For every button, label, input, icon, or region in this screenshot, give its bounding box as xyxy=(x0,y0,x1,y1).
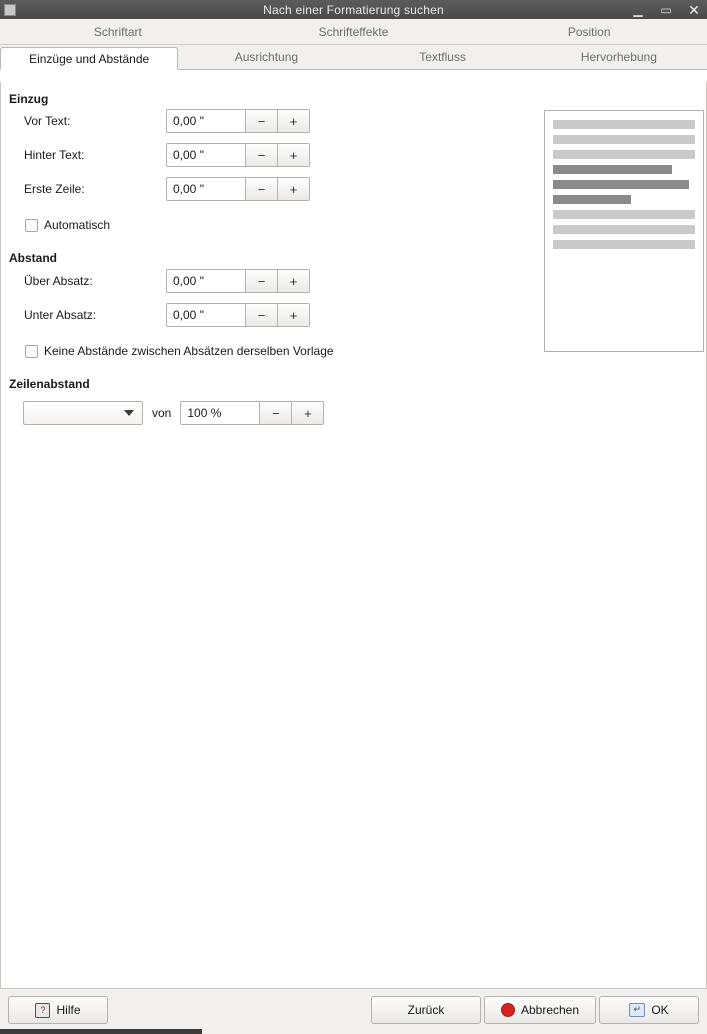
dialog-content xyxy=(0,82,707,988)
spinner-vor-text xyxy=(166,109,310,133)
field-row-hinter-text xyxy=(1,142,541,168)
checkbox-automatisch-box[interactable] xyxy=(25,219,38,232)
tab-ausrichtung[interactable]: Ausrichtung xyxy=(234,50,299,64)
erste-zeile-increment-button[interactable]: + xyxy=(278,177,310,201)
section-label-zeilenabstand: Zeilenabstand xyxy=(9,377,90,391)
section-label-abstand: Abstand xyxy=(9,251,57,265)
preview-line xyxy=(553,135,695,144)
dialog-button-bar xyxy=(0,988,707,1034)
window-controls xyxy=(631,3,707,17)
checkbox-keine-abstaende-label: Keine Abstände zwischen Absätzen derselben Vorlage xyxy=(44,344,334,358)
ok-button[interactable] xyxy=(599,996,699,1024)
minimize-icon[interactable]: ▁ xyxy=(633,2,643,17)
checkbox-automatisch[interactable] xyxy=(25,214,110,236)
label-vor-text: Vor Text: xyxy=(24,114,71,128)
preview-line xyxy=(553,150,695,159)
ueber-absatz-increment-button[interactable]: + xyxy=(278,269,310,293)
spinner-unter-absatz xyxy=(166,303,310,327)
chevron-down-icon[interactable] xyxy=(124,410,134,416)
taskbar-sliver xyxy=(0,1029,202,1034)
preview-line xyxy=(553,210,695,219)
checkbox-keine-abstaende[interactable] xyxy=(25,340,334,362)
label-unter-absatz: Unter Absatz: xyxy=(24,308,97,322)
hinter-text-increment-button[interactable]: + xyxy=(278,143,310,167)
unter-absatz-decrement-button[interactable]: − xyxy=(246,303,278,327)
preview-line xyxy=(553,195,631,204)
field-row-erste-zeile xyxy=(1,176,541,202)
tab-position[interactable]: Position xyxy=(567,25,611,39)
vor-text-decrement-button[interactable]: − xyxy=(246,109,278,133)
tab-row-primary xyxy=(0,19,707,45)
hinter-text-decrement-button[interactable]: − xyxy=(246,143,278,167)
spinner-hinter-text xyxy=(166,143,310,167)
dropdown-zeilenabstand[interactable] xyxy=(23,401,143,425)
help-button[interactable] xyxy=(8,996,108,1024)
spinner-ueber-absatz xyxy=(166,269,310,293)
tab-einzuege-und-abstaende[interactable]: Einzüge und Abstände xyxy=(0,47,178,70)
preview-line xyxy=(553,180,689,189)
help-button-label: Hilfe xyxy=(56,1003,81,1017)
vor-text-increment-button[interactable]: + xyxy=(278,109,310,133)
ok-button-label: OK xyxy=(651,1003,669,1017)
cancel-button-label: Abbrechen xyxy=(520,1003,580,1017)
input-vor-text[interactable] xyxy=(166,109,246,133)
tab-schriftart[interactable]: Schriftart xyxy=(93,25,142,39)
tab-schrifteffekte[interactable]: Schrifteffekte xyxy=(318,25,389,39)
maximize-icon[interactable]: ▭ xyxy=(660,2,672,17)
label-von: von xyxy=(152,406,172,420)
help-icon: ? xyxy=(35,1003,50,1018)
field-row-zeilenabstand xyxy=(23,400,324,426)
checkbox-keine-abstaende-box[interactable] xyxy=(25,345,38,358)
ok-icon: ↵ xyxy=(629,1003,645,1017)
paragraph-preview xyxy=(544,110,704,352)
label-hinter-text: Hinter Text: xyxy=(24,148,85,162)
title-bar xyxy=(0,0,707,19)
cancel-icon xyxy=(501,1003,515,1017)
ueber-absatz-decrement-button[interactable]: − xyxy=(246,269,278,293)
input-erste-zeile[interactable] xyxy=(166,177,246,201)
preview-line xyxy=(553,120,695,129)
preview-line xyxy=(553,240,695,249)
window-title: Nach einer Formatierung suchen xyxy=(263,2,444,17)
field-row-unter-absatz xyxy=(1,302,541,328)
close-icon[interactable]: ✕ xyxy=(688,1,700,18)
back-button[interactable] xyxy=(371,996,481,1024)
tab-textfluss[interactable]: Textfluss xyxy=(419,50,466,64)
input-zeilenabstand-prozent[interactable] xyxy=(180,401,260,425)
field-row-ueber-absatz xyxy=(1,268,541,294)
unter-absatz-increment-button[interactable]: + xyxy=(278,303,310,327)
tab-row-secondary xyxy=(0,45,707,70)
zeilenabstand-increment-button[interactable]: + xyxy=(292,401,324,425)
spinner-zeilenabstand-prozent xyxy=(180,401,324,425)
erste-zeile-decrement-button[interactable]: − xyxy=(246,177,278,201)
spinner-erste-zeile xyxy=(166,177,310,201)
tab-hervorhebung[interactable]: Hervorhebung xyxy=(580,50,657,64)
label-ueber-absatz: Über Absatz: xyxy=(24,274,93,288)
input-hinter-text[interactable] xyxy=(166,143,246,167)
window-app-icon xyxy=(4,4,16,16)
section-label-einzug: Einzug xyxy=(9,92,49,106)
preview-line xyxy=(553,165,672,174)
cancel-button[interactable] xyxy=(484,996,596,1024)
back-button-label: Zurück xyxy=(407,1003,445,1017)
field-row-vor-text xyxy=(1,108,541,134)
checkbox-automatisch-label: Automatisch xyxy=(44,218,111,232)
zeilenabstand-decrement-button[interactable]: − xyxy=(260,401,292,425)
input-ueber-absatz[interactable] xyxy=(166,269,246,293)
input-unter-absatz[interactable] xyxy=(166,303,246,327)
preview-line xyxy=(553,225,695,234)
label-erste-zeile: Erste Zeile: xyxy=(24,182,85,196)
